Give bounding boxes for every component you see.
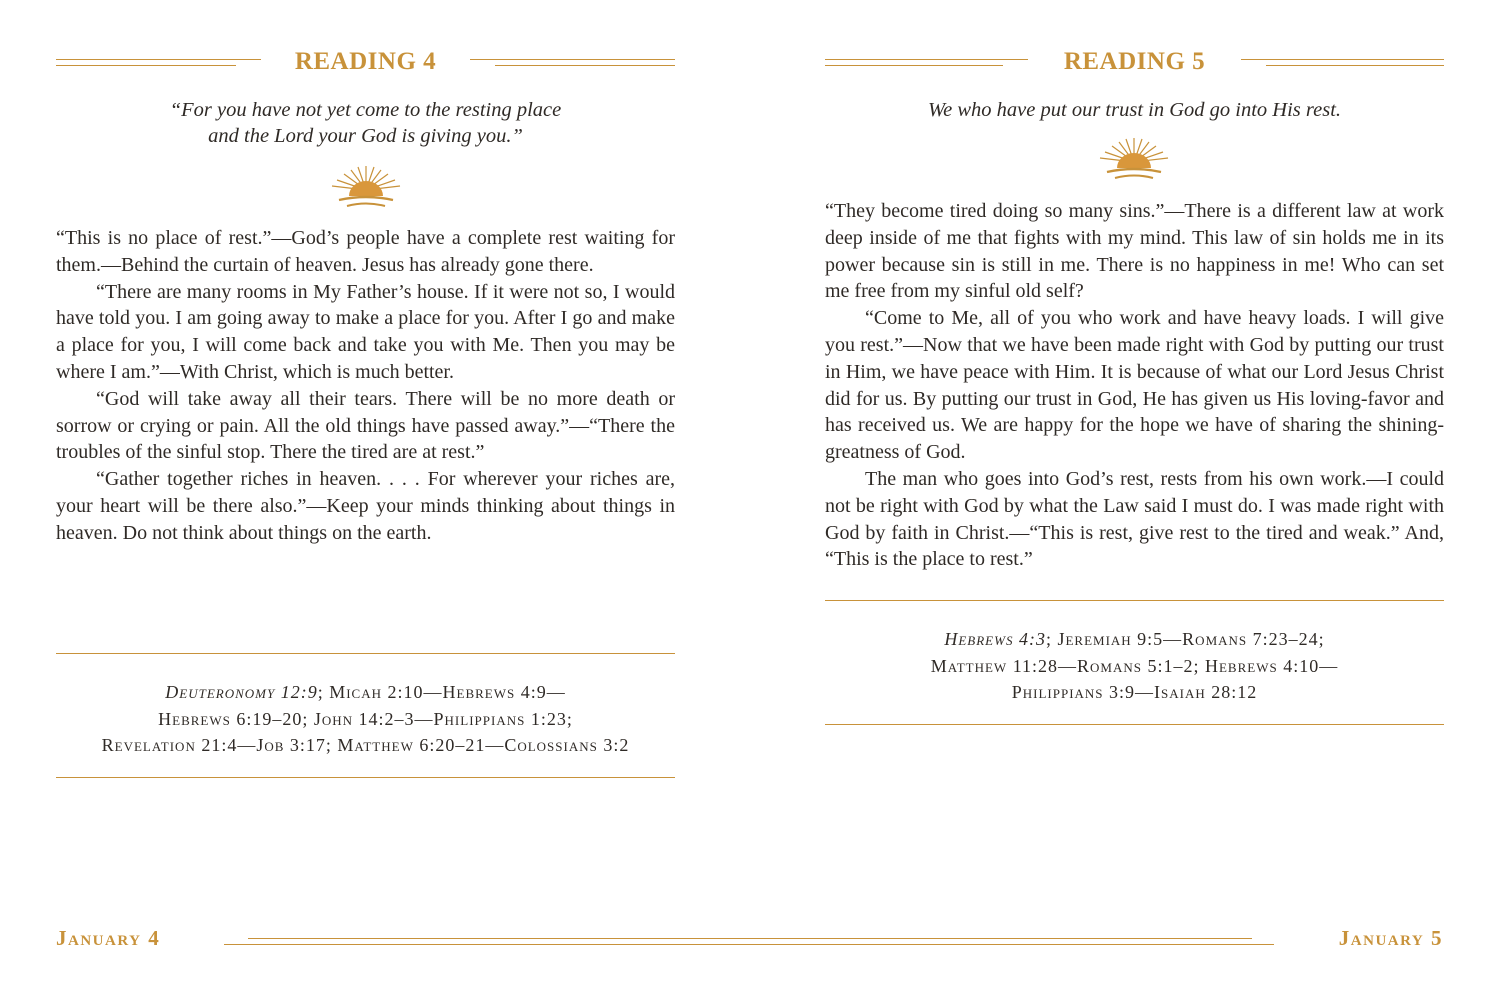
heading-rule-right — [470, 59, 675, 71]
divider-top — [56, 653, 675, 654]
divider-bottom — [825, 724, 1444, 725]
reference-line: Hebrews 6:19–20; John 14:2–3—Philippians 1:23; — [158, 708, 573, 729]
footer-rule-inner — [248, 938, 1252, 939]
reference-line: Matthew 11:28—Romans 5:1–2; Hebrews 4:10— — [930, 655, 1339, 676]
divider-top — [825, 600, 1444, 601]
epigraph-line: and the Lord your God is giving you.” — [208, 125, 523, 147]
footer-date-left: January 4 — [56, 926, 161, 950]
body-paragraph: “There are many rooms in My Father’s house. If it were not so, I would have told you. I am going away to make a place for you. After I go and make a place for you, I will come back and take you with Me. Then you may be where I am.”—With Christ, which is much better. — [56, 280, 675, 383]
reading-title: READING 4 — [294, 48, 437, 75]
footer-rule — [224, 944, 1274, 945]
footer-date-right: January 5 — [1338, 926, 1443, 950]
reference-line — [825, 626, 1444, 653]
reference-text: ; Jeremiah 9:5—Romans 7:23–24; — [1045, 629, 1325, 649]
body-paragraph: “They become tired doing so many sins.”—There is a different law at work deep inside of me that fights with my mind. This law of sin holds me in its power because sin is still in me. There is no happiness in me! Who can set me free from my sinful old self? — [825, 200, 1444, 303]
epigraph — [825, 97, 1444, 123]
reference-line: Revelation 21:4—Job 3:17; Matthew 6:20–21—Colossians 3:2 — [101, 735, 630, 755]
epigraph-line: We who have put our trust in God go into His rest. — [927, 99, 1342, 121]
reading-title: READING 5 — [1063, 48, 1206, 75]
scripture-references — [56, 679, 675, 759]
reading-body — [825, 198, 1444, 573]
scripture-references — [825, 626, 1444, 706]
epigraph-line: “For you have not yet come to the resting place — [169, 99, 562, 121]
epigraph — [56, 97, 675, 149]
body-paragraph: “Gather together riches in heaven. . . . For wherever your riches are, your heart will be there also.”—Keep your minds thinking about things in heaven. Do not think about things on the earth. — [56, 468, 675, 544]
body-paragraph: “God will take away all their tears. There will be no more death or sorrow or crying or pain. All the old things have passed away.”—“There the troubles of the sinful stop. There the tired are at rest.” — [56, 387, 675, 464]
reference-text: ; Micah 2:10—Hebrews 4:9— — [317, 682, 566, 702]
reading-heading-row — [56, 48, 675, 80]
body-paragraph: The man who goes into God’s rest, rests from his own work.—I could not be right with God by what the Law said I must do. I was made right with God by faith in Christ.—“This is rest, give rest to the tired and weak.” And, “This is the place to rest.” — [825, 467, 1444, 571]
reference-italic: Deuteronomy 12:9 — [165, 682, 318, 702]
reading-body — [56, 225, 675, 547]
divider-bottom — [56, 777, 675, 778]
sunrise-icon — [1095, 136, 1173, 184]
reference-line: Philippians 3:9—Isaiah 28:12 — [1011, 682, 1258, 702]
reference-line — [56, 679, 675, 706]
reading-heading-row — [825, 48, 1444, 80]
body-paragraph: “Come to Me, all of you who work and have heavy loads. I will give you rest.”—Now that we have been made right with God by putting our trust in Him, we have peace with Him. It is because of what our Lord Jesus Christ did for us. By putting our trust in God, He has given us His loving-favor and has received us. We are happy for the hope we have of sharing the shining-greatness of God. — [825, 307, 1444, 464]
body-paragraph: “This is no place of rest.”—God’s people have a complete rest waiting for them.—Behind the curtain of heaven. Jesus has already gone there. — [56, 227, 675, 276]
heading-rule-right — [1241, 59, 1444, 71]
reference-italic: Hebrews 4:3 — [944, 629, 1046, 649]
sunrise-icon — [327, 164, 405, 212]
